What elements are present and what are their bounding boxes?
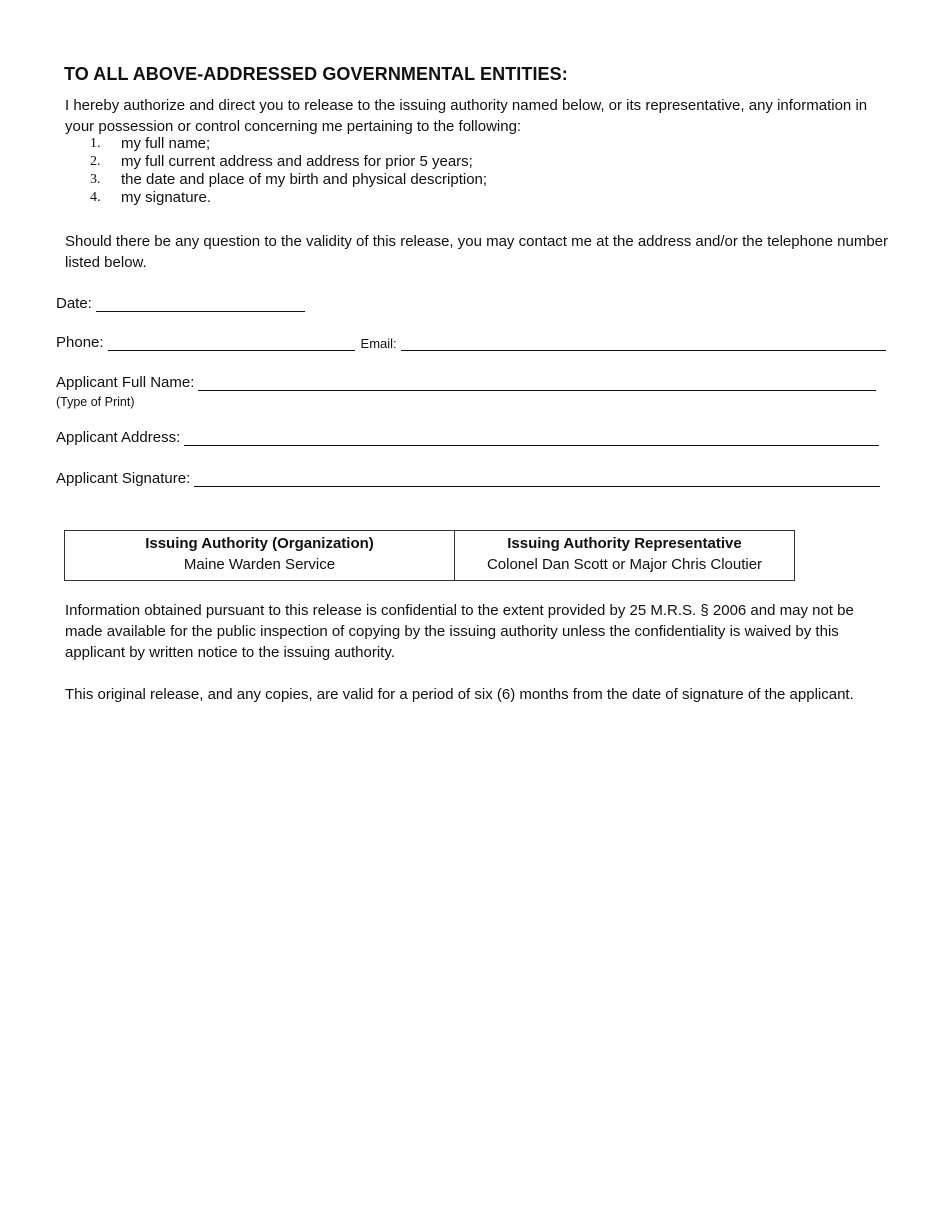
- date-input-line[interactable]: [96, 296, 305, 312]
- signature-input-line[interactable]: [194, 471, 880, 487]
- list-item-number: 1.: [90, 136, 101, 151]
- phone-input-line[interactable]: [108, 335, 355, 351]
- full-name-input-line[interactable]: [198, 375, 876, 391]
- full-name-row: [56, 374, 876, 391]
- date-row: [56, 295, 305, 312]
- page-title: TO ALL ABOVE-ADDRESSED GOVERNMENTAL ENTITIES:: [64, 64, 568, 84]
- phone-label: Phone:: [56, 334, 104, 351]
- validity-paragraph: This original release, and any copies, are valid for a period of six (6) months from the date of signature of the applicant.: [65, 686, 854, 703]
- email-input-line[interactable]: [401, 335, 886, 351]
- authority-organization-value: Maine Warden Service: [183, 556, 336, 573]
- authority-representative-header: Issuing Authority Representative: [507, 535, 742, 552]
- list-item-text: my full current address and address for prior 5 years;: [121, 153, 473, 170]
- contact-question-paragraph: Should there be any question to the validity of this release, you may contact me at the address and/or the telephone number listed below.: [65, 233, 889, 271]
- date-label: Date:: [56, 295, 92, 312]
- address-row: [56, 429, 879, 446]
- full-name-label: Applicant Full Name:: [56, 374, 195, 391]
- address-input-line[interactable]: [184, 430, 879, 446]
- full-name-note: (Type of Print): [56, 395, 135, 409]
- authority-representative-value: Colonel Dan Scott or Major Chris Cloutier: [486, 556, 763, 573]
- authority-organization-header: Issuing Authority (Organization): [145, 535, 374, 552]
- confidentiality-paragraph: Information obtained pursuant to this release is confidential to the extent provided by 25 M.R.S. § 2006 and may not be made available for the public inspection of copying by the issuing authority unless the confidentiality is waived by this applicant by written notice to the issuing authority.: [65, 602, 854, 661]
- phone-email-row: [56, 334, 886, 351]
- authority-representative-cell: [455, 531, 795, 581]
- address-label: Applicant Address:: [56, 429, 181, 446]
- list-item: [90, 153, 487, 171]
- authority-organization-cell: [65, 531, 455, 581]
- authorization-paragraph: I hereby authorize and direct you to release to the issuing authority named below, or its representative, any information in your possession or control concerning me pertaining to the following:: [65, 97, 868, 135]
- email-label: Email:: [360, 336, 397, 351]
- list-item-number: 4.: [90, 190, 101, 205]
- list-item-number: 2.: [90, 154, 101, 169]
- list-item-text: my signature.: [121, 189, 212, 206]
- signature-row: [56, 470, 880, 487]
- list-item-text: my full name;: [121, 135, 211, 152]
- list-item-text: the date and place of my birth and physical description;: [121, 171, 488, 188]
- signature-label: Applicant Signature:: [56, 470, 191, 487]
- issuing-authority-table: [64, 530, 795, 581]
- list-item: [90, 171, 487, 189]
- list-item: [90, 189, 487, 207]
- authorization-items-list: [90, 135, 487, 207]
- list-item-number: 3.: [90, 172, 101, 187]
- list-item: [90, 135, 487, 153]
